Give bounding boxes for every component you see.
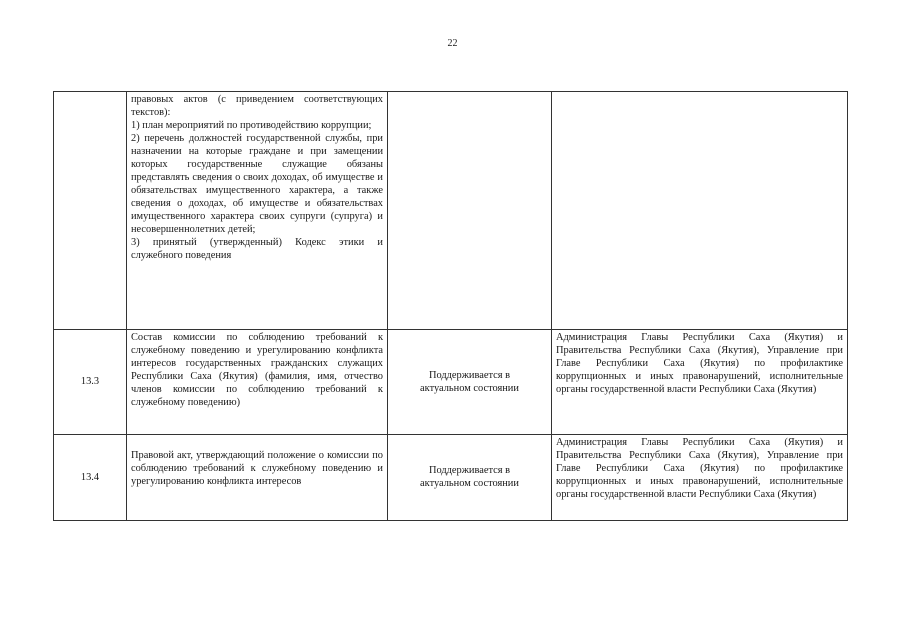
table-row: [54, 330, 848, 435]
status-cell: [388, 92, 552, 330]
responsible-cell: [552, 92, 848, 330]
description-cell: Состав комиссии по соблюдению требований к служебному поведению и урегулированию конфликта интересов государственных гражданских служащих Республики Саха (Якутия) (фамилия, имя, отчество членов комиссии по соблюдению требований к служебному поведению): [127, 330, 388, 435]
responsible-cell: Администрация Главы Республики Саха (Якутия) и Правительства Республики Саха (Якутия), Управление при Главе Республики Саха (Якутия) по профилактике коррупционных и иных правонарушений, исполнительные органы государственной власти Республики Саха (Якутия): [552, 435, 848, 521]
responsible-cell: Администрация Главы Республики Саха (Якутия) и Правительства Республики Саха (Якутия), Управление при Главе Республики Саха (Якутия) по профилактике коррупционных и иных правонарушений, исполнительные органы государственной власти Республики Саха (Якутия): [552, 330, 848, 435]
status-cell: Поддерживается в актуальном состоянии: [388, 330, 552, 435]
row-number-cell: [54, 92, 127, 330]
status-cell: Поддерживается в актуальном состоянии: [388, 435, 552, 521]
description-cell: Правовой акт, утверждающий положение о комиссии по соблюдению требований к служебному поведению и урегулированию конфликта интересов: [127, 435, 388, 521]
document-table: [53, 91, 848, 521]
page-number: 22: [447, 38, 458, 49]
row-number-cell: 13.3: [54, 330, 127, 435]
table-row: [54, 435, 848, 521]
description-cell: правовых актов (с приведением соответствующих текстов): 1) план мероприятий по противодействию коррупции; 2) перечень должностей государственной службы, при назначении на которые граждане и при замещении которых государственные служащие обязаны представлять сведения о своих доходах, об имуществе и обязательствах имущественного характера, а также сведения о доходах, об имуществе и обязательствах имущественного характера своих супруги (супруга) и несовершеннолетних детей; 3) принятый (утвержденный) Кодекс этики и служебного поведения: [127, 92, 388, 330]
row-number-cell: 13.4: [54, 435, 127, 521]
table-row: [54, 92, 848, 330]
